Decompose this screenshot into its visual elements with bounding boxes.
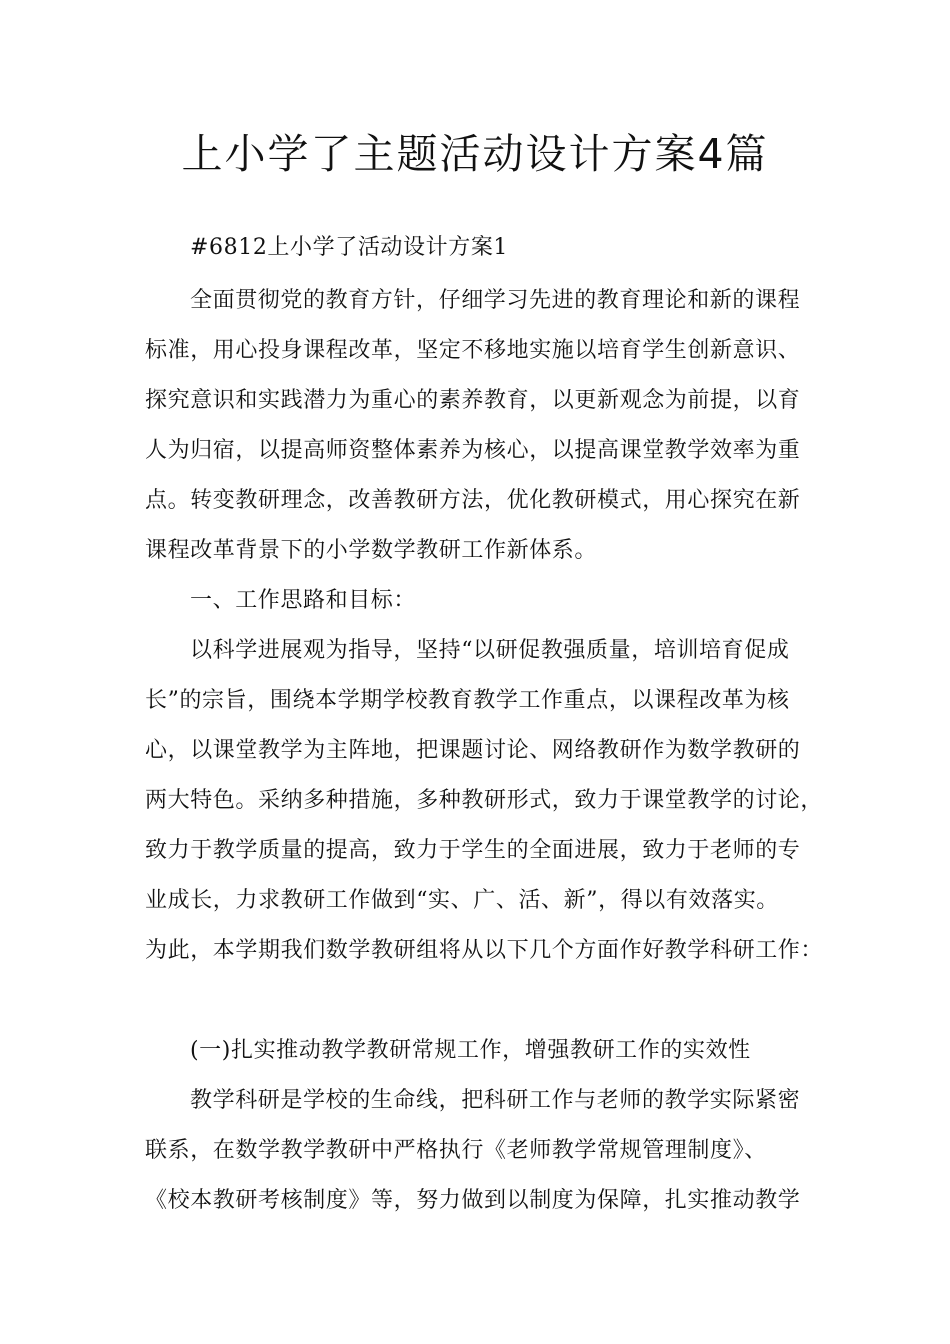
paragraph-line: 点。转变教研理念，改善教研方法，优化教研模式，用心探究在新 <box>145 488 801 513</box>
paragraph-line: 人为归宿，以提高师资整体素养为核心，以提高课堂教学效率为重 <box>145 438 801 463</box>
paragraph-line: 心，以课堂教学为主阵地，把课题讨论、网络教研作为数学教研的 <box>145 738 801 763</box>
paragraph-line: 探究意识和实践潜力为重心的素养教育，以更新观念为前提，以育 <box>145 388 801 413</box>
section-heading: #6812上小学了活动设计方案1 <box>190 235 509 260</box>
paragraph-line: 业成长，力求教研工作做到“实、广、活、新”，得以有效落实。 <box>145 888 779 913</box>
paragraph-line: 致力于教学质量的提高，致力于学生的全面进展，致力于老师的专 <box>145 838 801 863</box>
document-title: 上小学了主题活动设计方案4篇 <box>181 130 769 178</box>
paragraph-line: 长”的宗旨，围绕本学期学校教育教学工作重点，以课程改革为核 <box>145 688 790 713</box>
paragraph-line: 两大特色。采纳多种措施，多种教研形式，致力于课堂教学的讨论， <box>145 788 824 813</box>
paragraph-line: 《校本教研考核制度》等，努力做到以制度为保障，扎实推动教学 <box>145 1188 801 1213</box>
paragraph-line: 教学科研是学校的生命线，把科研工作与老师的教学实际紧密 <box>190 1088 801 1113</box>
paragraph-line: 全面贯彻党的教育方针，仔细学习先进的教育理论和新的课程 <box>190 288 801 313</box>
paragraph-line: 以科学进展观为指导，坚持“以研促教强质量，培训培育促成 <box>190 638 790 663</box>
paragraph-line: 联系，在数学教学教研中严格执行《老师教学常规管理制度》、 <box>145 1138 767 1163</box>
paragraph-line: 课程改革背景下的小学数学教研工作新体系。 <box>145 538 598 563</box>
section-heading: (一)扎实推动教学教研常规工作，增强教研工作的实效性 <box>190 1038 751 1063</box>
section-heading: 一、工作思路和目标： <box>190 588 417 613</box>
paragraph-line: 标准，用心投身课程改革，坚定不移地实施以培育学生创新意识、 <box>145 338 801 363</box>
paragraph-line: 为此，本学期我们数学教研组将从以下几个方面作好教学科研工作： <box>145 938 824 963</box>
